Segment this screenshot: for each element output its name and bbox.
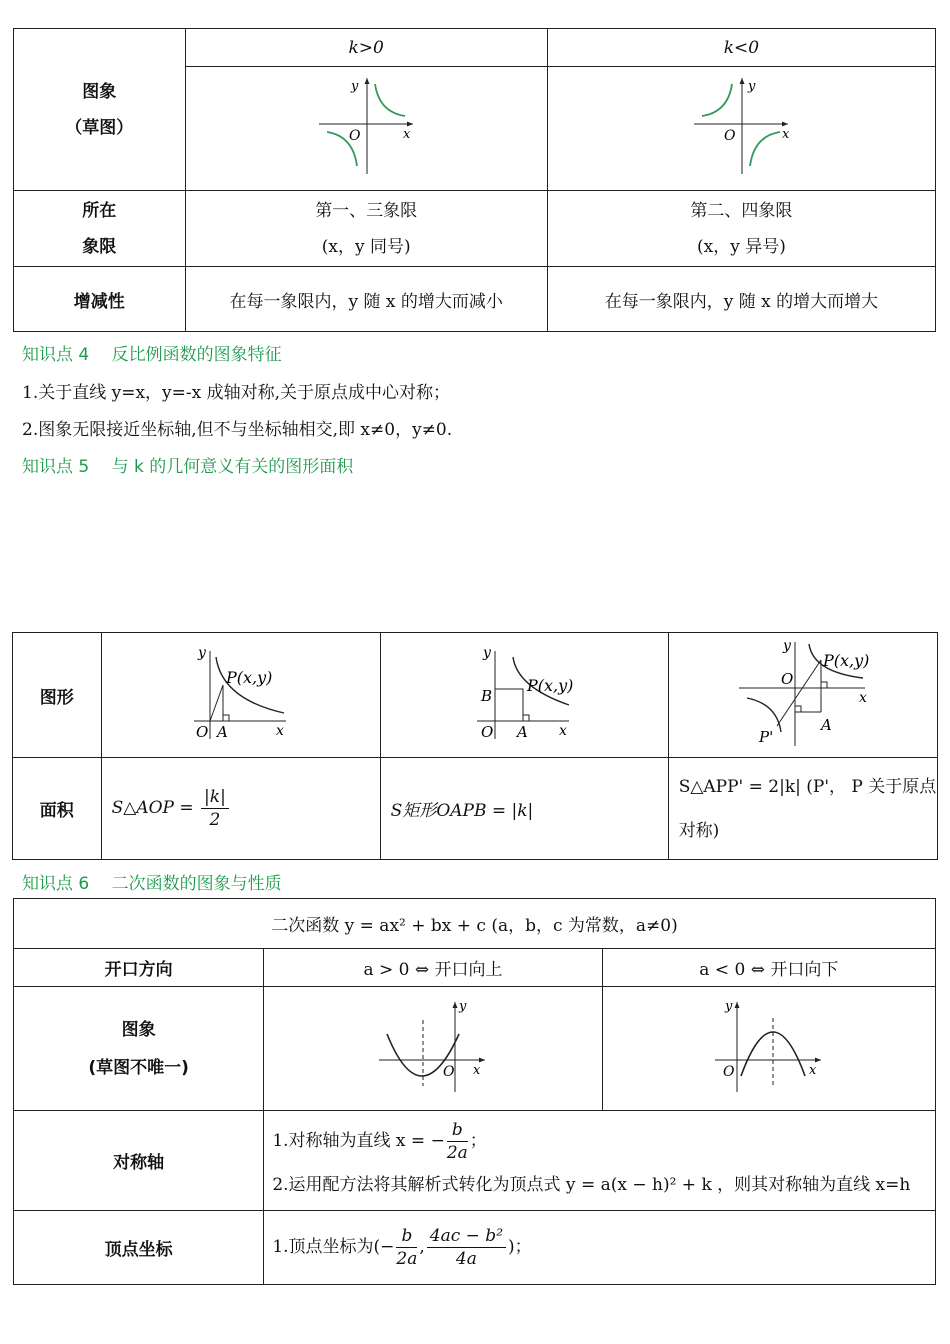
- hyperbola-k-positive-graph: [311, 72, 421, 180]
- row-graph-label: 图象: [82, 81, 117, 102]
- k-positive-header: k>0: [185, 29, 547, 67]
- svg-text:x: x: [782, 127, 790, 142]
- figure-rectangle: [380, 633, 668, 758]
- row-area-header: 面积: [13, 758, 102, 860]
- svg-text:P': P': [758, 727, 774, 746]
- svg-text:O: O: [195, 722, 208, 741]
- quadrant-pos-sign: (x，y 同号): [321, 236, 411, 257]
- axis-den: 2a: [446, 1142, 468, 1163]
- svg-text:A: A: [517, 722, 529, 741]
- vertex-num-2: 4ac − b²: [427, 1225, 506, 1248]
- svg-text:x: x: [472, 1063, 481, 1078]
- axis-content: [264, 1111, 936, 1211]
- rectangle-oapb-graph: [469, 643, 579, 743]
- quadrant-k-positive: [185, 191, 547, 267]
- row-graph-q-sublabel: (草图不唯一): [88, 1057, 189, 1078]
- area1-fraction: [201, 786, 229, 831]
- k-negative-header: k<0: [547, 29, 935, 67]
- svg-text:y: y: [724, 999, 733, 1014]
- parabola-down-graph: [709, 996, 829, 1096]
- quadrant-neg-text: 第二、四象限: [690, 200, 793, 221]
- area1-denominator: 2: [209, 810, 221, 830]
- svg-text:O: O: [481, 722, 494, 741]
- row-figure-header: 图形: [13, 633, 102, 758]
- svg-text:P(x,y): P(x,y): [822, 650, 870, 670]
- figure-triangle: [101, 633, 380, 758]
- axis-num: b: [447, 1119, 468, 1142]
- svg-text:x: x: [858, 689, 867, 706]
- axis-fraction: [447, 1119, 468, 1164]
- svg-text:y: y: [748, 79, 756, 94]
- graph-k-positive: [185, 67, 547, 191]
- graph-k-negative: [547, 67, 935, 191]
- hyperbola-k-negative-graph: [686, 72, 796, 180]
- svg-text:O: O: [724, 128, 736, 144]
- row-graph-sublabel: （草图）: [65, 117, 134, 138]
- parabola-up-graph: [373, 996, 493, 1096]
- quadrant-pos-text: 第一、三象限: [315, 200, 418, 221]
- area3-line-1: S△APP' = 2|k| (P'， P 关于原点: [678, 776, 937, 797]
- svg-text:O: O: [722, 1064, 735, 1080]
- triangle-aop-graph: [186, 643, 296, 743]
- row-graph-header: [14, 29, 186, 191]
- vertex-num-1: b: [396, 1225, 417, 1248]
- section-title-kp5: 知识点 5 与 k 的几何意义有关的图形面积: [22, 457, 354, 477]
- area-triangle: [101, 758, 380, 860]
- quadratic-table: [13, 898, 936, 1285]
- section-title-kp4: 知识点 4 反比例函数的图象特征: [22, 345, 282, 365]
- svg-text:y: y: [458, 999, 467, 1014]
- axis-y-label: y: [351, 79, 359, 94]
- row-axis-header: 对称轴: [14, 1111, 264, 1211]
- kp4-line-2: 2.图象无限接近坐标轴,但不与坐标轴相交,即 x≠0，y≠0.: [22, 420, 453, 440]
- parabola-up-cell: [264, 987, 602, 1111]
- area3-line-2: 对称): [678, 820, 720, 841]
- svg-text:B: B: [481, 686, 493, 705]
- row-graph-header-q: [14, 987, 264, 1111]
- figure-triangle-symmetric: [668, 633, 937, 758]
- svg-text:y: y: [197, 644, 206, 661]
- quadrant-neg-sign: (x，y 异号): [696, 236, 786, 257]
- vertex-post: )；: [508, 1237, 532, 1257]
- axis-line-2: 2.运用配方法将其解析式转化为顶点式 y = a(x − h)² + k ，则其对称轴为直线 x=h: [272, 1174, 911, 1195]
- svg-text:O: O: [442, 1064, 455, 1080]
- row-monotonic-header: 增减性: [14, 267, 186, 332]
- vertex-den-2: 4a: [455, 1249, 477, 1269]
- inverse-function-table: [13, 28, 936, 332]
- svg-text:y: y: [483, 644, 492, 661]
- svg-text:A: A: [820, 715, 832, 734]
- svg-text:x: x: [808, 1063, 817, 1078]
- svg-text:P(x,y): P(x,y): [225, 667, 273, 687]
- row-open-header: 开口方向: [14, 949, 264, 987]
- vertex-sep: ,: [419, 1237, 425, 1257]
- quadratic-header: 二次函数 y = ax² + bx + c (a，b，c 为常数，a≠0): [14, 899, 936, 949]
- open-down: a < 0 ⇔ 开口向下: [602, 949, 935, 987]
- axis-l1-pre: 1.对称轴为直线 x = −: [272, 1130, 445, 1151]
- vertex-content: [264, 1211, 936, 1285]
- axis-l1-post: ；: [469, 1130, 487, 1151]
- svg-text:x: x: [559, 722, 568, 739]
- svg-text:x: x: [275, 722, 284, 739]
- monotonic-k-negative: 在每一象限内，y 随 x 的增大而增大: [547, 267, 935, 332]
- vertex-den-1: 2a: [396, 1249, 418, 1269]
- svg-text:A: A: [216, 722, 228, 741]
- kp4-line-1: 1.关于直线 y=x，y=-x 成轴对称,关于原点成中心对称；: [22, 383, 451, 403]
- axis-line-1: [272, 1117, 935, 1165]
- vertex-fraction-2: [427, 1225, 506, 1270]
- vertex-pre: 1.顶点坐标为(−: [272, 1237, 395, 1257]
- svg-text:P(x,y): P(x,y): [527, 675, 574, 695]
- origin-label: O: [349, 128, 361, 144]
- vertex-fraction-1: [396, 1225, 417, 1270]
- axis-x-label: x: [403, 127, 411, 142]
- row-vertex-header: 顶点坐标: [14, 1211, 264, 1285]
- svg-text:y: y: [782, 637, 791, 654]
- row-graph-q-label: 图象: [121, 1019, 156, 1040]
- area-symmetric: [668, 758, 937, 860]
- parabola-down-cell: [602, 987, 935, 1111]
- svg-text:O: O: [780, 669, 794, 688]
- section-title-kp6: 知识点 6 二次函数的图象与性质: [22, 874, 282, 894]
- k-area-table: [12, 632, 938, 860]
- area-rectangle: S矩形OAPB = |k|: [380, 758, 668, 860]
- triangle-app-graph: [733, 638, 873, 748]
- monotonic-k-positive: 在每一象限内，y 随 x 的增大而减小: [185, 267, 547, 332]
- open-up: a > 0 ⇔ 开口向上: [264, 949, 602, 987]
- row-quadrant-sublabel: 象限: [82, 236, 117, 257]
- area1-lhs: S△AOP =: [111, 798, 194, 818]
- row-quadrant-label: 所在: [82, 200, 117, 221]
- area1-numerator: |k|: [201, 786, 229, 809]
- quadrant-k-negative: [547, 191, 935, 267]
- row-quadrant-header: [14, 191, 186, 267]
